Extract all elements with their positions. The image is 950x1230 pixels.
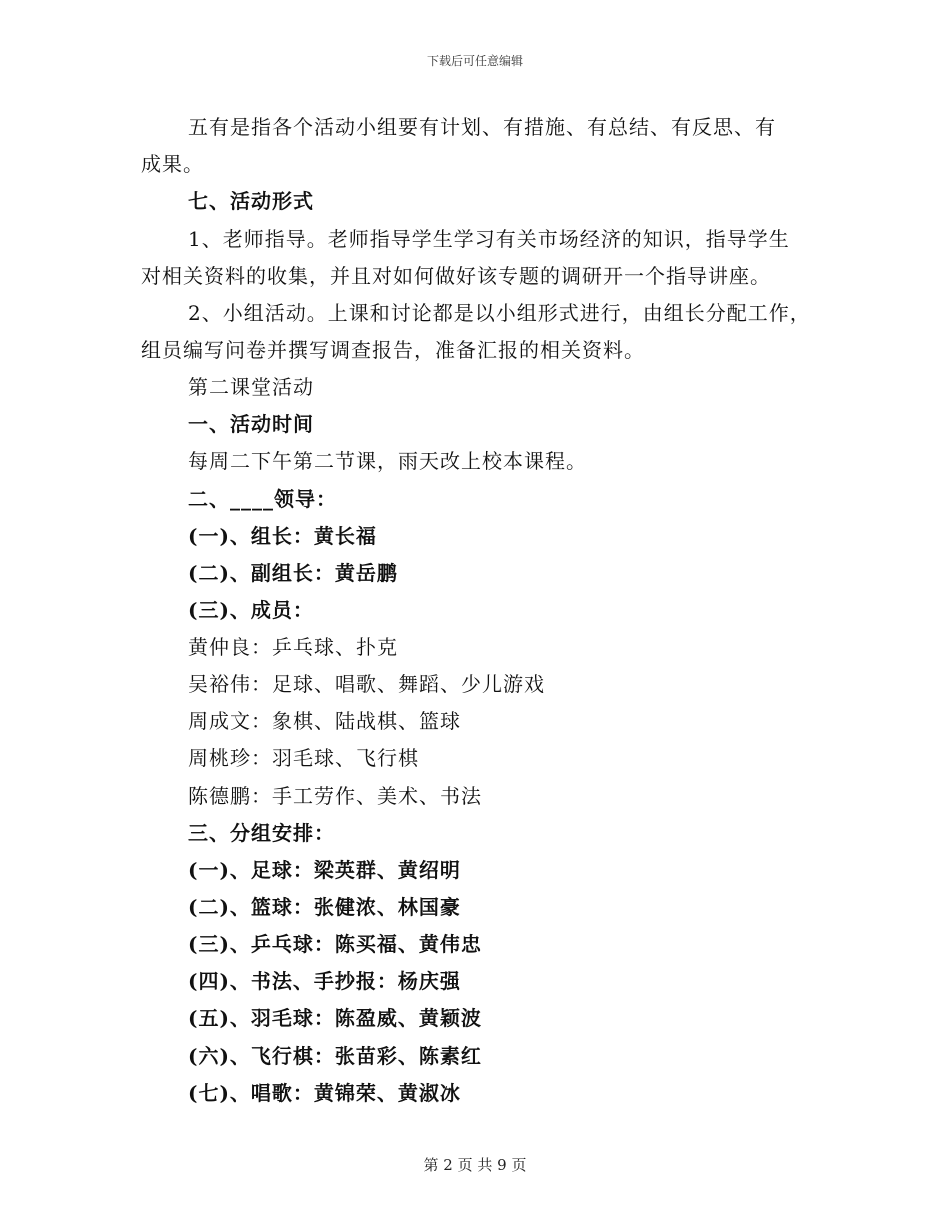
list-item: (四)、书法、手抄报：杨庆强 [188, 969, 461, 993]
paragraph-line: 对相关资料的收集，并且对如何做好该专题的调研开一个指导讲座。 [141, 264, 771, 288]
paragraph-line: 每周二下午第二节课，雨天改上校本课程。 [188, 449, 587, 473]
list-item: (二)、篮球：张健浓、林国豪 [188, 895, 461, 919]
list-item: (六)、飞行棋：张苗彩、陈素红 [188, 1044, 482, 1068]
list-item: 吴裕伟：足球、唱歌、舞蹈、少儿游戏 [188, 672, 545, 696]
paragraph-line: 第二课堂活动 [188, 375, 314, 399]
list-item: (一)、组长：黄长福 [188, 524, 377, 548]
page-header: 下载后可任意编辑 [426, 54, 523, 68]
list-item: (三)、乒乓球：陈买福、黄伟忠 [188, 932, 482, 956]
paragraph-line: 1、老师指导。老师指导学生学习有关市场经济的知识，指导学生 [188, 227, 790, 251]
section-heading: 一、活动时间 [188, 412, 314, 436]
list-item: (三)、成员： [188, 598, 314, 622]
list-item: 黄仲良：乒乓球、扑克 [188, 635, 398, 659]
section-heading: 二、____领导： [188, 487, 337, 511]
paragraph-line: 2、小组活动。上课和讨论都是以小组形式进行，由组长分配工作， [188, 301, 811, 325]
list-item: (五)、羽毛球：陈盈威、黄颖波 [188, 1006, 482, 1030]
section-heading: 七、活动形式 [188, 189, 314, 213]
paragraph-line: 五有是指各个活动小组要有计划、有措施、有总结、有反思、有 [188, 115, 776, 139]
page-footer: 第 2 页 共 9 页 [423, 1156, 527, 1174]
paragraph-line: 组员编写问卷并撰写调查报告，准备汇报的相关资料。 [141, 338, 645, 362]
list-item: 周桃珍：羽毛球、飞行棋 [188, 746, 419, 770]
paragraph-line: 成果。 [141, 152, 204, 176]
list-item: (七)、唱歌：黄锦荣、黄淑冰 [188, 1081, 461, 1105]
section-heading: 三、分组安排： [188, 821, 335, 845]
list-item: (二)、副组长：黄岳鹏 [188, 561, 398, 585]
list-item: 陈德鹏：手工劳作、美术、书法 [188, 784, 482, 808]
list-item: (一)、足球：梁英群、黄绍明 [188, 858, 461, 882]
list-item: 周成文：象棋、陆战棋、篮球 [188, 709, 461, 733]
